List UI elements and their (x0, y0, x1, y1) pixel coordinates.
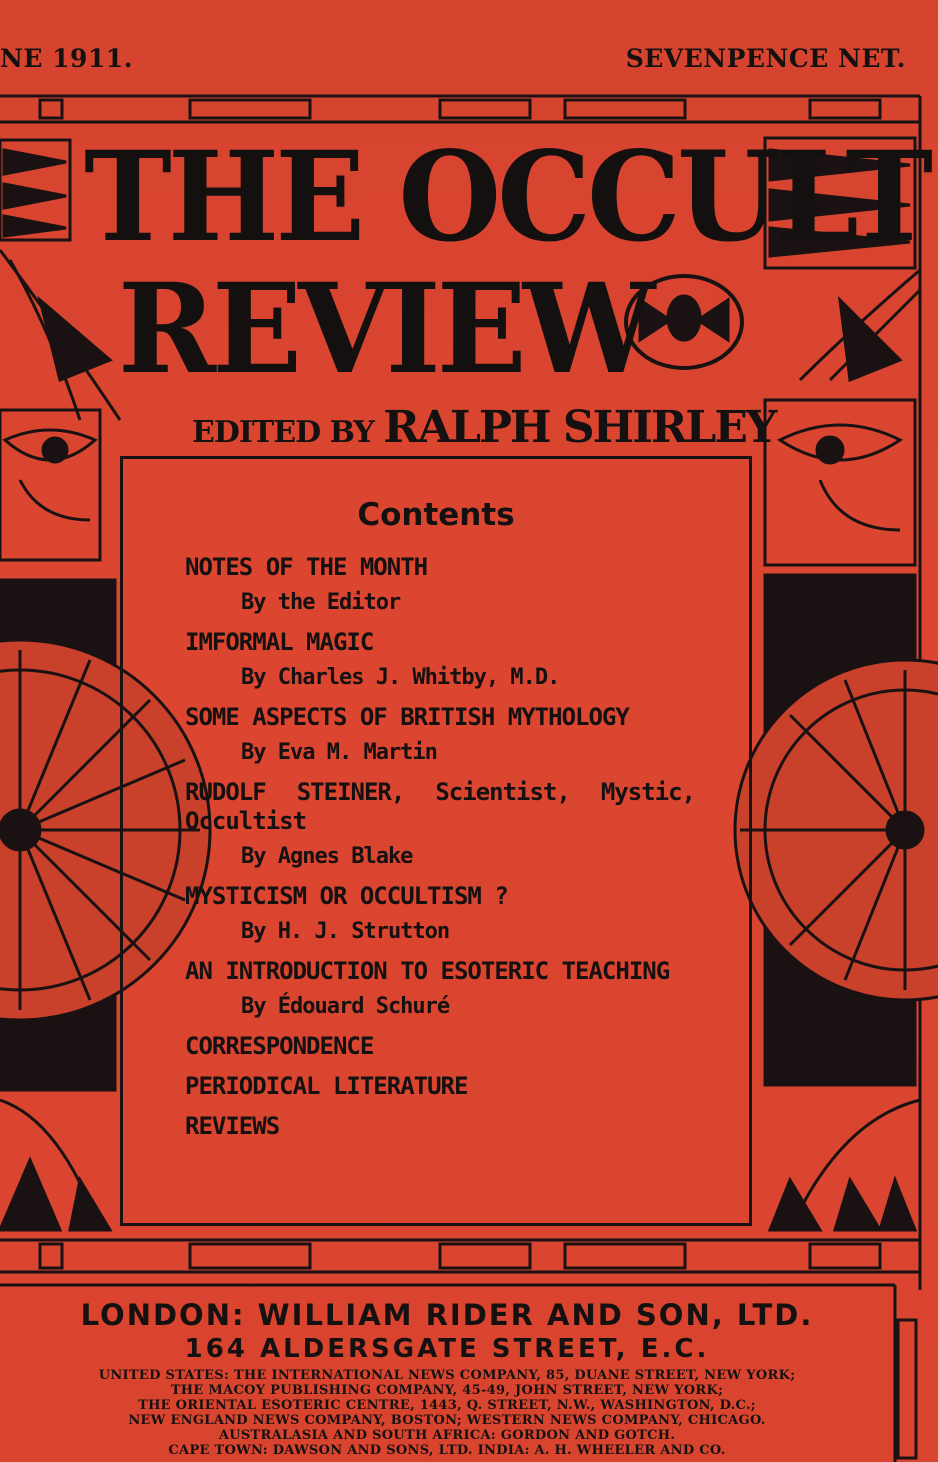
toc-entry-author: By Édouard Schuré (241, 994, 450, 1019)
toc-entry (185, 778, 695, 871)
toc-entry-author: By the Editor (241, 590, 401, 615)
agent-line: AUSTRALASIA AND SOUTH AFRICA: GORDON AND GOTCH. (218, 1428, 676, 1443)
toc-entry-title: IMFORMAL MAGIC (185, 628, 374, 656)
toc-entry-title: SOME ASPECTS OF BRITISH MYTHOLOGY (185, 703, 629, 731)
publisher-address: 164 ALDERSGATE STREET, E.C. (184, 1334, 710, 1364)
agent-line: THE ORIENTAL ESOTERIC CENTRE, 1443, Q. STREET, N.W., WASHINGTON, D.C.; (138, 1398, 756, 1413)
agent-line: THE MACOY PUBLISHING COMPANY, 45-49, JOHN STREET, NEW YORK; (170, 1383, 724, 1398)
toc-entry-title: REVIEWS (185, 1112, 280, 1140)
editor-name: RALPH SHIRLEY (383, 402, 776, 453)
contents-panel (120, 456, 752, 1226)
toc-entry (185, 1032, 695, 1061)
agent-line: UNITED STATES: THE INTERNATIONAL NEWS COMPANY, 85, DUANE STREET, NEW YORK; (98, 1368, 796, 1383)
agent-line: CAPE TOWN: DAWSON AND SONS, LTD. INDIA: A. H. WHEELER AND CO. (168, 1443, 726, 1458)
toc-entry-author: By H. J. Strutton (241, 919, 450, 944)
toc-entry-title: MYSTICISM OR OCCULTISM ? (185, 882, 508, 910)
toc-entry (185, 553, 695, 617)
toc-entry (185, 882, 695, 946)
editor-prefix: EDITED BY (192, 415, 384, 450)
toc-entry (185, 1072, 695, 1101)
toc-entry-title: RUDOLF STEINER, Scientist, Mystic, Occultist (185, 778, 695, 835)
magazine-title-line-2: REVIEW (118, 255, 652, 402)
publisher-imprint (22, 1298, 872, 1458)
contents-heading: Contents (357, 497, 515, 533)
agent-line: NEW ENGLAND NEWS COMPANY, BOSTON; WESTERN NEWS COMPANY, CHICAGO. (128, 1413, 766, 1428)
issue-price: SEVENPENCE NET. (625, 44, 906, 73)
toc-entry (185, 957, 695, 1021)
table-of-contents (185, 553, 695, 1141)
toc-entry-author: By Agnes Blake (241, 844, 413, 869)
toc-entry-title: NOTES OF THE MONTH (185, 553, 428, 581)
toc-entry-author: By Charles J. Whitby, M.D. (241, 665, 560, 690)
toc-entry (185, 703, 695, 767)
magazine-title-line-1: THE OCCULT (84, 123, 929, 270)
toc-entry (185, 1112, 695, 1141)
toc-entry (185, 628, 695, 692)
toc-entry-author: By Eva M. Martin (241, 740, 437, 765)
toc-entry-title: AN INTRODUCTION TO ESOTERIC TEACHING (185, 957, 670, 985)
editor-credit (192, 402, 775, 453)
publisher-agents (22, 1368, 872, 1458)
issue-date: NE 1911. (0, 44, 133, 73)
toc-entry-title: CORRESPONDENCE (185, 1032, 374, 1060)
publisher-name: LONDON: WILLIAM RIDER AND SON, LTD. (80, 1298, 814, 1332)
toc-entry-title: PERIODICAL LITERATURE (185, 1072, 468, 1100)
